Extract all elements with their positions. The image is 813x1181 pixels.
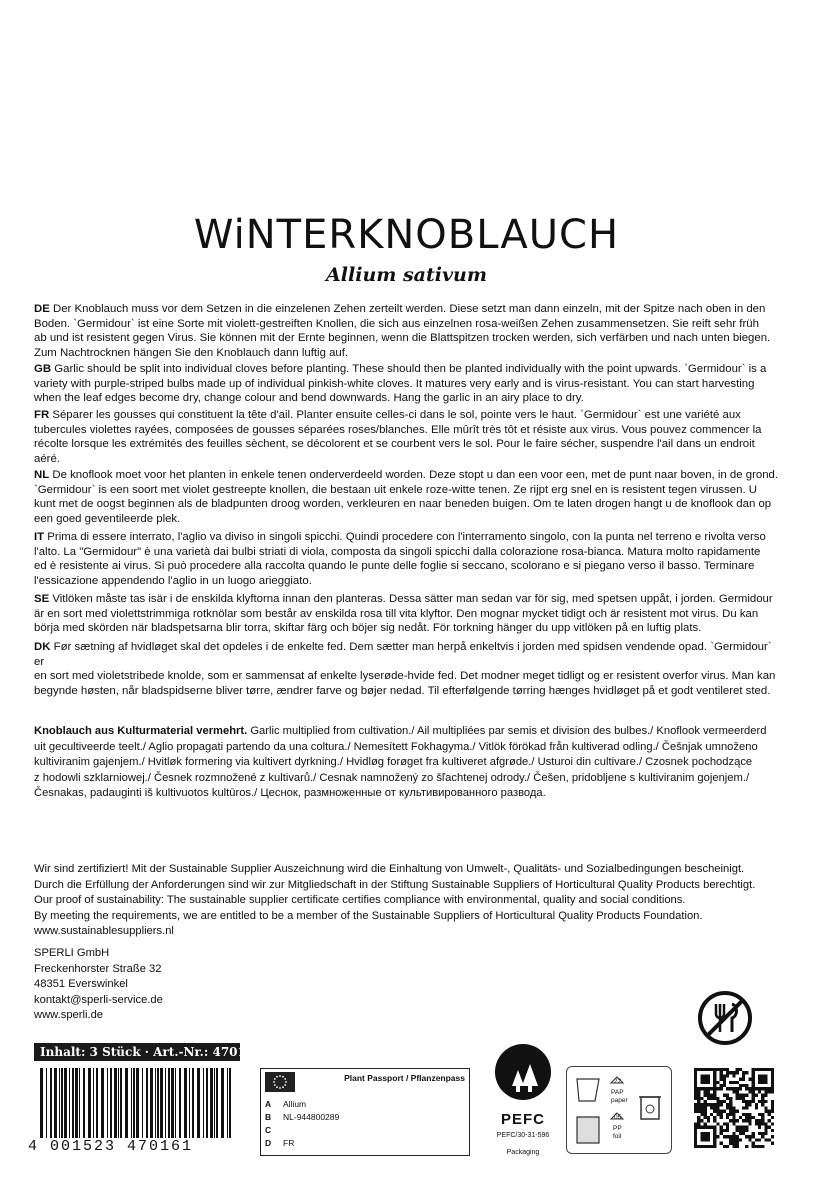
recycling-info xyxy=(566,1066,672,1154)
passport-title: Plant Passport / Pflanzenpass xyxy=(344,1073,465,1083)
lang-code: FR xyxy=(34,409,50,421)
instruction-de xyxy=(34,302,780,360)
instruction-line: récolte lorsque les extrémités des feuilles sèchent, se décolorent et se courbent vers le sol. Pour le faire sécher, suspendre l'ail dans un endroit xyxy=(34,438,755,451)
instruction-se xyxy=(34,592,780,636)
instruction-line: Før sætning af hvidløget skal det opdeles i de enkelte fed. Dem sætter man herpå enkeltvis i jorden med spidsen vendende opad. `Germidour` er xyxy=(34,641,772,668)
cert-line: Wir sind zertifiziert! Mit der Sustainable Supplier Auszeichnung wird die Einhaltung von Umwelt-, Qualitäts- und Sozialbedingungen bescheinigt. xyxy=(34,863,745,875)
pefc-tree-icon xyxy=(488,1040,558,1108)
pefc-name: PEFC xyxy=(500,1111,545,1128)
instruction-gb xyxy=(34,362,780,406)
paper-label: PAP xyxy=(611,1089,624,1096)
instruction-fr xyxy=(34,408,780,466)
lang-code: SE xyxy=(34,593,50,605)
foil-word: foil xyxy=(613,1133,622,1140)
passport-row: A Allium xyxy=(265,1099,307,1109)
instruction-line: De knoflook moet voor het planten in enkele tenen onderverdeeld worden. Deze stopt u dan een voor een, met de punt naar boven, in de grond. xyxy=(52,469,779,481)
instruction-line: Séparer les gousses qui constituent la tête d'ail. Planter ensuite celles-ci dans le sol, pointe vers le haut. `Germidour` est une variété aux xyxy=(52,409,741,421)
pefc-code: PEFC/30-31-596 xyxy=(496,1132,550,1139)
instruction-line: Zum Nachtrocknen hängen Sie den Knoblauch dann luftig auf. xyxy=(34,346,349,359)
instruction-line: Boden. `Germidour` ist eine Sorte mit violett-gestreiften Knollen, die sich aus einzelnen rosa-weißen Zehen zusammensetzen. Sie reift sehr früh xyxy=(34,317,759,330)
instruction-line: `Germidour` is een soort met violet gestreepte knollen, die bestaan uit enkele roze-witte tenen. Ze rijpt erg snel en is resistent tegen virussen. U xyxy=(34,483,758,496)
lang-code: IT xyxy=(34,531,45,543)
instruction-line: börja med skörden när bladspetsarna blir torra, skiftar färg och böjer sig nedåt. För torkning hänger du upp vitlöken på en luftig plats. xyxy=(34,622,702,635)
instruction-line: l'essicazione appendendo l'aglio in un luogo arieggiato. xyxy=(34,574,312,587)
instruction-line: aéré. xyxy=(34,452,60,465)
barcode xyxy=(38,1068,233,1138)
origin-line: z hodowli szklarniowej./ Česnek rozmnožené z kultivarů./ Cesnak namnožený zo šľachtenej odrody./ Češen, pridobljene s kultiviranim gojenjem./ xyxy=(34,771,750,784)
origin-line: Garlic multiplied from cultivation./ Ail multipliées par semis et division des bulbes./ Knoflook vermeerderd xyxy=(247,725,767,737)
instruction-line: en sort med violetstribede knolde, som er sammensat af enkelte lyserøde-hvide fed. Det modner meget tidligt og er resistent overfor virus. Man kan xyxy=(34,670,776,683)
origin-line: uit gecultiveerde teelt./ Aglio propagati partendo da una coltura./ Nemesített Fokhagyma./ Vitlök förökad från kultiverad odling./ Češnjak umnoženo xyxy=(34,740,758,753)
instruction-dk xyxy=(34,640,780,698)
passport-row: B NL-944800289 xyxy=(265,1112,340,1122)
instruction-it xyxy=(34,530,780,588)
paper-num: 22 xyxy=(614,1078,622,1085)
passport-row: C xyxy=(265,1125,272,1135)
origin-statement xyxy=(34,724,782,802)
instruction-line: Der Knoblauch muss vor dem Setzen in die einzelenen Zehen zerteilt werden. Diese setzt man dann einzeln, mit der Spitze nach oben in den xyxy=(53,303,766,315)
lang-code: GB xyxy=(34,363,52,375)
instruction-line: är en sort med violettstrimmiga rotknölar som består av enskilda rosa till vita klyftor. Den mognar mycket tidigt och är resistent mot virus. Du kan xyxy=(34,607,759,620)
instruction-line: variety with purple-striped bulbs made up of individual pinkish-white cloves. It matures very early and is virus-resistant. You can start harvesting xyxy=(34,377,755,390)
instruction-line: Garlic should be split into individual cloves before planting. These should then be planted individually with the point upwards. `Germidour` is a xyxy=(54,363,767,375)
lang-code: NL xyxy=(34,469,50,481)
plant-passport xyxy=(260,1068,470,1156)
cert-url: www.sustainablesuppliers.nl xyxy=(34,925,174,938)
instruction-line: Prima di essere interrato, l'aglio va diviso in singoli spicchi. Quindi procedere con l'interramento singolo, con la punta nel terreno e rivolta verso xyxy=(47,531,766,543)
instruction-line: l'alto. La "Germidour" è una varietà dai bulbi striati di viola, composta da singoli spicchi dalla colorazione rosa-bianca. Matura molto rapidamente xyxy=(34,545,761,558)
instruction-line: ab und ist resistent gegen Virus. Sie können mit der Ernte beginnen, wenn die Blattspitzen trocken werden, sich verfärben und nach unten biegen. xyxy=(34,332,771,345)
instruction-nl xyxy=(34,468,780,526)
instruction-line: tubercules violettes rayées, composées de gousses séparées roses/blanches. Elle mûrît très tôt et résiste aux virus. Vous pouvez commencer la xyxy=(34,423,762,436)
pefc-caption: Packaging xyxy=(506,1149,540,1156)
lang-code: DE xyxy=(34,303,50,315)
qr-code xyxy=(694,1068,774,1148)
origin-line: Česnakas, padauginti iš kultivuotos kultūros./ Цеснок, размноженные от культивированного развода. xyxy=(34,787,546,799)
instruction-line: een goed geventileerde plek. xyxy=(34,512,181,525)
cert-line: By meeting the requirements, we are entitled to be a member of the Sustainable Suppliers of Horticultural Quality Products Foundation. xyxy=(34,909,703,922)
passport-row: D FR xyxy=(265,1138,295,1148)
cert-line: Our proof of sustainability: The sustainable supplier certificate certifies compliance with environmental, quality and social conditions. xyxy=(34,894,686,907)
instruction-line: ed è resistente ai virus. Si può procedere alla raccolta quando le punte delle foglie si seccano, scolorano e si piegano verso il basso. Terminare xyxy=(34,560,755,573)
certification-text xyxy=(34,862,794,940)
instruction-line: when the leaf edges become dry, change colour and bend downwards. Hang the garlic in an airy place to dry. xyxy=(34,392,584,405)
company-address xyxy=(34,946,334,1024)
city: 48351 Everswinkel xyxy=(34,978,128,991)
company-name: SPERLI GmbH xyxy=(34,947,110,959)
product-title: WiNTERKNOBLAUCH xyxy=(193,212,620,258)
instruction-line: kunt met de oogst beginnen als de bladpunten droog worden, verkleuren en naar beneden buigen. Om te laten drogen hangt u de knoflook dan op xyxy=(34,498,772,511)
eu-flag-icon xyxy=(265,1072,295,1092)
foil-num: 05 xyxy=(614,1114,622,1121)
foil-label: PP xyxy=(613,1125,622,1132)
lang-code: DK xyxy=(34,641,51,653)
cert-line: Durch die Erfüllung der Anforderungen sind wir zur Mitgliedschaft in der Stiftung Sustainable Suppliers of Horticultural Quality Products berechtigt. xyxy=(34,878,756,891)
street: Freckenhorster Straße 32 xyxy=(34,962,162,975)
email: kontakt@sperli-service.de xyxy=(34,993,163,1006)
content-bar: Inhalt: 3 Stück · Art.-Nr.: 470161 xyxy=(34,1043,240,1061)
barcode-digits: 4 001523 470161 xyxy=(28,1138,194,1155)
origin-line: kultiviranim gajenjem./ Hvitløk formering via kultivert dyrkning./ Hvidløg forøget fra kultiveret afgrøde./ Usturoi din cultivare./ Czosnek pochodzące xyxy=(34,756,753,768)
not-edible-icon xyxy=(697,990,753,1046)
paper-word: paper xyxy=(611,1097,628,1104)
latin-name: Allium sativum xyxy=(326,264,487,286)
instruction-line: Vitlöken måste tas isär i de enskilda klyftorna innan den planteras. Dessa sätter man sedan var för sig, med spetsen uppåt, i jorden. Germidour xyxy=(52,593,773,605)
pefc-logo xyxy=(488,1040,558,1156)
website: www.sperli.de xyxy=(34,1009,104,1022)
instruction-line: begynde høsten, når bladspidserne bliver tørre, ændrer farve og bøjer nedad. Til efterfølgende tørring hænges hvidløget på et godt ventileret sted. xyxy=(34,684,771,697)
origin-lead: Knoblauch aus Kulturmaterial vermehrt. xyxy=(34,725,248,737)
